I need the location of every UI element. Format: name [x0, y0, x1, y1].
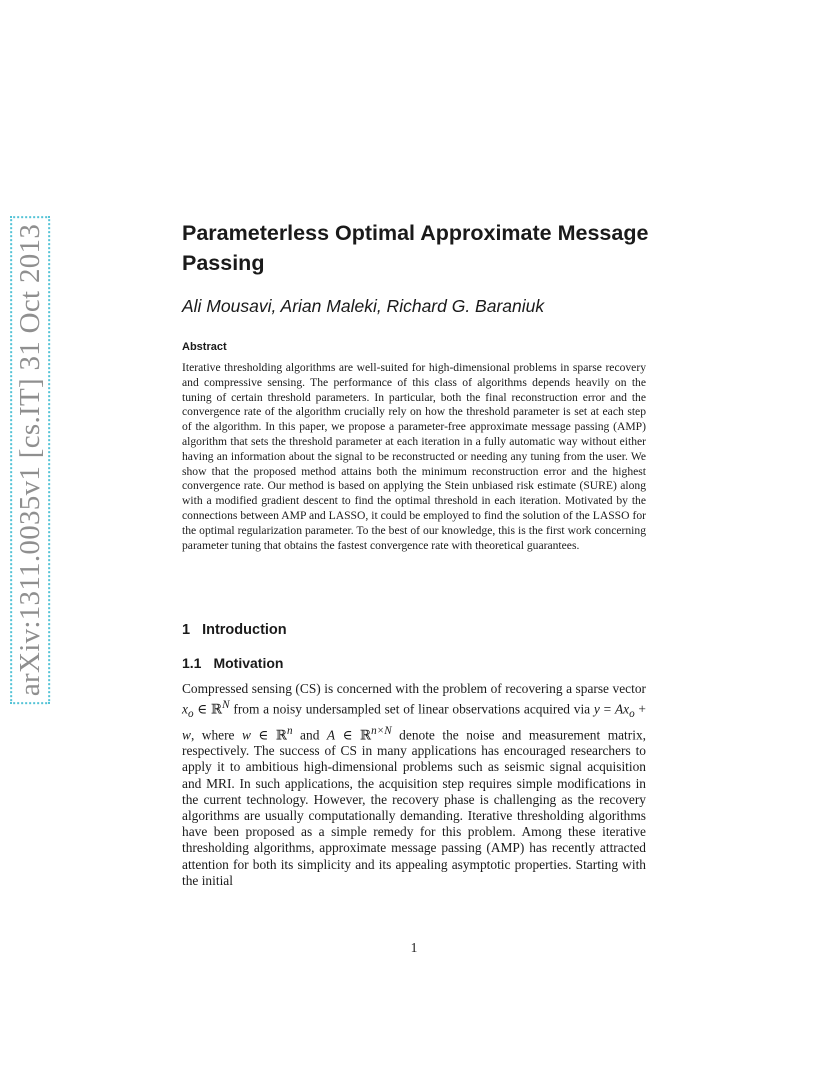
math-operator: ∈: [250, 727, 276, 743]
math-superscript: n: [286, 724, 293, 737]
arxiv-identifier-stamp: [0, 223, 60, 697]
math-operator: ∈: [335, 727, 360, 743]
paragraph-text: denote the noise and measurement matrix, respectively. The success of CS in many applications has encouraged researchers to apply it to ambitious high-dimensional problems such as seismic signal acquisition and MRI. In such applications, the acquisition step requires simple modifications in the current technology. However, the recovery phase is challenging as the recovery algorithms are usually computationally demanding. Iterative thresholding algorithms have been proposed as a simple remedy for this problem. Among these iterative thresholding algorithms, approximate message passing (AMP) has recently attracted attention for both its simplicity and its appealing asymptotic properties. Starting with the initial: [182, 727, 646, 888]
math-operator: =: [599, 701, 615, 717]
arxiv-identifier-text: arXiv:1311.0035v1 [cs.IT] 31 Oct 2013: [10, 216, 50, 704]
paragraph-text: , where: [190, 727, 242, 743]
paper-authors: Ali Mousavi, Arian Maleki, Richard G. Baraniuk: [182, 296, 545, 316]
math-set-symbol: ℝ: [211, 701, 223, 717]
paragraph-text: from a noisy undersampled set of linear observations acquired via: [229, 701, 594, 717]
math-set-symbol: ℝ: [275, 727, 287, 743]
math-symbol: Ax: [614, 701, 630, 717]
math-symbol: w: [182, 727, 191, 743]
math-superscript: n×N: [371, 724, 392, 737]
subsection-number: 1.1: [182, 655, 202, 671]
math-operator: ∈: [193, 701, 211, 717]
math-symbol: A: [326, 727, 336, 743]
math-subscript: o: [187, 708, 194, 721]
subsection-title: Motivation: [213, 655, 284, 671]
page-number: 1: [410, 940, 418, 955]
paragraph-text: Compressed sensing (CS) is concerned with the problem of recovering a sparse vector: [182, 681, 646, 696]
math-symbol: x: [182, 701, 188, 717]
math-operator: +: [634, 701, 646, 717]
math-superscript: N: [222, 699, 230, 712]
section-title: Introduction: [202, 622, 287, 638]
paper-title: Parameterless Optimal Approximate Message Passing: [182, 221, 649, 275]
paragraph-text: and: [292, 727, 327, 743]
abstract-heading: Abstract: [182, 341, 227, 353]
abstract-text: Iterative thresholding algorithms are well-suited for high-dimensional problems in sparse recovery and compressive sensing. The performance of this class of algorithms depends heavily on the tuning of certain threshold parameters. In particular, both the final reconstruction error and the convergence rate of the algorithm crucially rely on how the threshold parameter is set at each step of the algorithm. In this paper, we propose a parameter-free approximate message passing (AMP) algorithm that sets the threshold parameter at each iteration in a fully automatic way without either having an information about the signal to be reconstructed or needing any tuning from the user. We show that the proposed method attains both the minimum reconstruction error and the highest convergence rate. Our method is based on applying the Stein unbiased risk estimate (SURE) along with a modified gradient descent to find the optimal threshold in each iteration. Motivated by the connections between AMP and LASSO, it could be employed to find the solution of the LASSO for the optimal regularization parameter. To the best of our knowledge, this is the first work concerning parameter tuning that obtains the fastest convergence rate with theoretical guarantees.: [182, 361, 646, 552]
section-number: 1: [182, 622, 191, 638]
section-heading-introduction: [182, 620, 287, 640]
math-symbol: w: [242, 727, 251, 743]
motivation-paragraph: [182, 681, 646, 889]
math-symbol: y: [593, 701, 600, 717]
math-subscript: o: [629, 708, 635, 721]
subsection-heading-motivation: [182, 653, 283, 673]
math-set-symbol: ℝ: [359, 727, 372, 743]
